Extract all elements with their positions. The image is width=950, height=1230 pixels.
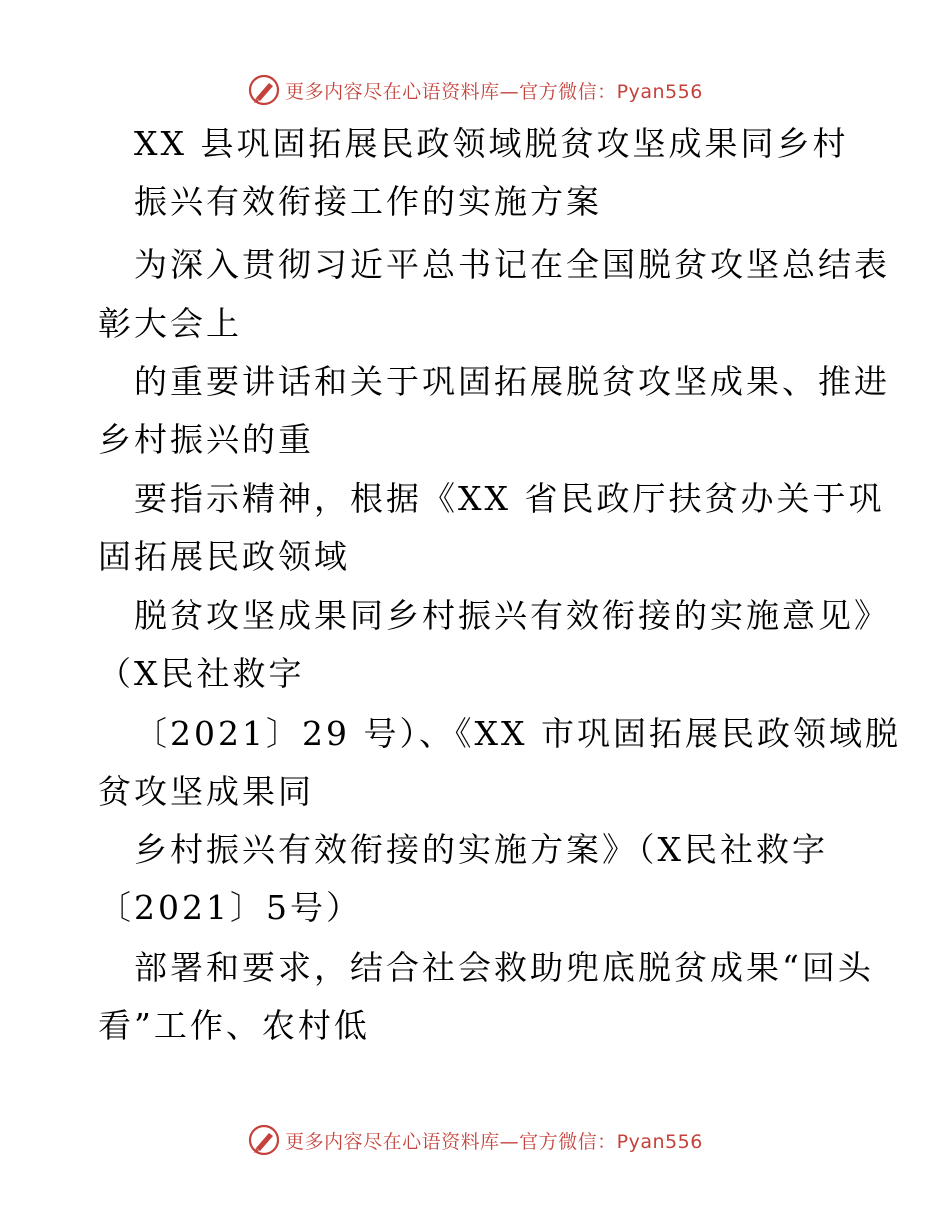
paragraph-line: 乡村振兴有效衔接的实施方案》（X民社救字 <box>134 830 828 869</box>
paragraph-line: 〔2021〕29 号）、《XX 市巩固拓展民政领域脱 <box>134 714 901 753</box>
header-watermark-banner <box>0 70 950 110</box>
pen-in-circle-logo-icon <box>247 1123 281 1157</box>
title-line-1: XX 县巩固拓展民政领域脱贫攻坚成果同乡村 <box>134 124 849 163</box>
header-banner-text: 更多内容尽在心语资料库—官方微信：Pyan556 <box>285 80 703 103</box>
paragraph-line: 为深入贯彻习近平总书记在全国脱贫攻坚总结表 <box>134 245 890 284</box>
paragraph-line: 脱贫攻坚成果同乡村振兴有效衔接的实施意见》 <box>134 596 890 635</box>
paragraph-line: 贫攻坚成果同 <box>98 772 314 811</box>
paragraph-line: 看”工作、农村低 <box>98 1006 370 1045</box>
paragraph-line: 固拓展民政领域 <box>98 537 350 576</box>
pen-in-circle-logo-icon <box>247 73 281 107</box>
paragraph-line: 〔2021〕5号） <box>98 888 362 927</box>
footer-watermark-banner <box>0 1120 950 1160</box>
title-line-2: 振兴有效衔接工作的实施方案 <box>134 182 602 221</box>
paragraph-line: 的重要讲话和关于巩固拓展脱贫攻坚成果、推进 <box>134 362 890 401</box>
paragraph-line: 部署和要求，结合社会救助兜底脱贫成果“回头 <box>134 948 874 987</box>
paragraph-line: 要指示精神，根据《XX 省民政厅扶贫办关于巩 <box>134 479 885 518</box>
footer-banner-text: 更多内容尽在心语资料库—官方微信：Pyan556 <box>285 1130 703 1153</box>
paragraph-line: 彰大会上 <box>98 304 242 343</box>
paragraph-line: 乡村振兴的重 <box>98 420 314 459</box>
paragraph-line: （X民社救字 <box>98 654 305 693</box>
